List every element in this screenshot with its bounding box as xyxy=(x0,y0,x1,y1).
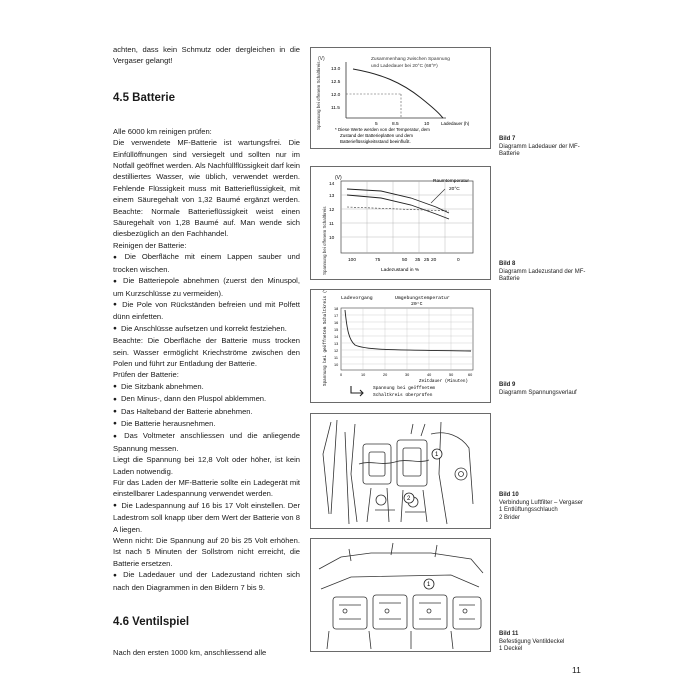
x-tick: 10 xyxy=(424,122,430,127)
process-label: Ladevorgang xyxy=(341,296,373,301)
figure-10-svg xyxy=(311,414,490,528)
paragraph-interval: Alle 6000 km reinigen prüfen: xyxy=(113,126,212,136)
y-tick: 15 xyxy=(334,328,339,332)
y-tick: 14 xyxy=(329,182,335,187)
list-item: ● Die Ladespannung auf 16 bis 17 Volt einstellen. Der Ladestrom soll knapp über dem Wert der Batterie von 8 A liegen. xyxy=(113,500,300,535)
y-tick: 11.5 xyxy=(331,106,340,111)
figure-9-chart xyxy=(310,289,491,403)
x-tick: 20 xyxy=(383,373,388,377)
figure-7-chart xyxy=(310,47,491,149)
y-tick: 12 xyxy=(329,208,335,213)
x-tick: 5 xyxy=(375,122,378,127)
check-note-1: Spannung bei geöffnetem xyxy=(373,386,436,391)
arrow-icon xyxy=(351,386,363,396)
paragraph-voltage: Liegt die Spannung bei 12,8 Volt oder höher, ist kein Laden notwendig. xyxy=(113,455,300,476)
legend-item: 1 Deckel xyxy=(499,646,523,653)
list-item: ● Die Anschlüsse aufsetzen und korrekt festziehen. xyxy=(113,323,300,335)
x-tick: 25 xyxy=(424,258,430,263)
y-tick: 12.0 xyxy=(331,93,341,98)
grid-lines xyxy=(341,308,473,370)
x-axis-label: Ladedauer (h) xyxy=(441,121,470,126)
list-item: ● Das Halteband der Batterie abnehmen. xyxy=(113,406,300,418)
chart-note-2: Zustand der Batterieplatten und dem xyxy=(340,133,414,138)
y-axis-label: Spannung bei offenem Schaltkreis xyxy=(316,61,321,130)
pointer-line xyxy=(431,189,445,203)
x-tick: 60 xyxy=(468,373,473,377)
x-tick: 10 xyxy=(361,373,366,377)
list-item: ● Den Minus-, dann den Pluspol abklemmen. xyxy=(113,393,300,405)
caption-text: Diagramm Spannungsverlauf xyxy=(499,389,577,396)
caption-title: Bild 8 xyxy=(499,261,516,267)
ambient-temp-label: Umgebungstemperatur xyxy=(395,296,450,301)
chart-note-1: * Diese Werte werden von der Temperatur, dem xyxy=(335,127,430,132)
y-tick: 13 xyxy=(334,342,339,346)
x-tick: 0 xyxy=(457,258,460,263)
y-unit: (V) xyxy=(318,56,325,62)
paragraph-if-not: Wenn nicht: Die Spannung auf 20 bis 25 Volt erhöhen. Ist nach 5 Minuten der Sollstrom nicht erreicht, die Batterie ersetzen. xyxy=(113,536,300,568)
room-temp-label: Raumtemperatur xyxy=(433,179,469,184)
valve-cover-illustration xyxy=(319,543,483,649)
x-tick: 35 xyxy=(415,258,421,263)
ambient-temp-value: 20°C xyxy=(411,302,423,307)
callout-1: 1 xyxy=(435,452,439,458)
caption-title: Bild 9 xyxy=(499,382,516,388)
caption-text: Diagramm Ladezustand der MF-Batterie xyxy=(499,268,586,283)
paragraph-valve-interval: Nach den ersten 1000 km, anschliessend alle xyxy=(113,648,267,658)
engine-illustration xyxy=(323,420,473,524)
y-axis-label: Spannung bei geöffnetem Schaltkreis (V) xyxy=(323,290,328,386)
y-tick: 17 xyxy=(334,314,339,318)
list-item: ● Die Batterie herausnehmen. xyxy=(113,418,300,430)
y-ticks xyxy=(334,307,338,367)
x-ticks xyxy=(340,373,472,377)
state-band-upper xyxy=(347,189,449,213)
x-tick: 8.5 xyxy=(392,122,399,127)
paragraph-intro: achten, dass kein Schmutz oder dergleichen in die Vergaser gelangt! xyxy=(113,45,300,66)
chart-header-1: Zusammenhang zwischen Spannung xyxy=(371,57,450,62)
page-number: 11 xyxy=(572,665,581,675)
y-unit: (V) xyxy=(335,175,342,181)
room-temp-value: 20°C xyxy=(449,187,460,192)
y-tick: 13 xyxy=(329,194,335,199)
x-axis-label: Ladezustand in % xyxy=(381,268,420,273)
paragraph-mf-battery: Die verwendete MF-Batterie ist wartungsfrei. Die Einfüllöffnungen sind versiegelt und sollten nur im Notfall geöffnet werden. Als Nachfüllflüssigkeit darf kein destilliertes Wasser, wie üblich, verwendet werden. Fehlende Flüssigkeit muss mit Batterieflüssigkeit, mit einem Säuregehalt von 1,32 Baumé ergänzt werden. Beachte: Normale Batterieflüssigkeit weist einen Säuregehalt von 1,28 Baumé auf. Man wende sich diesbezüglich an den Fachhandel. xyxy=(113,138,300,239)
y-tick: 10 xyxy=(334,363,339,367)
section-title-battery: 4.5 Batterie xyxy=(113,91,176,104)
list-item: ● Die Pole von Rückständen befreien und mit Polfett dünn einfetten. xyxy=(113,299,300,323)
paragraph-cleaning-heading: Reinigen der Batterie: xyxy=(113,240,187,250)
figure-8-svg xyxy=(311,167,490,279)
y-tick: 12.5 xyxy=(331,80,341,85)
caption-text: Diagramm Ladedauer der MF-Batterie xyxy=(499,143,580,158)
legend-item: 2 Brider xyxy=(499,514,521,521)
list-item: ● Das Voltmeter anschliessen und die anliegende Spannung messen. xyxy=(113,430,300,454)
y-tick: 11 xyxy=(334,356,338,360)
y-tick: 12 xyxy=(334,349,339,353)
caption-text: Verbindung Luftfilter – Vergaser xyxy=(499,499,584,506)
charge-curve xyxy=(353,69,443,118)
x-axis-label: Zeitdauer (Minuten) xyxy=(419,379,468,384)
y-axis-label: Spannung bei offenem Schaltkreis xyxy=(322,206,327,275)
x-tick: 30 xyxy=(405,373,410,377)
x-tick: 20 xyxy=(431,258,437,263)
x-tick: 50 xyxy=(449,373,454,377)
x-tick: 40 xyxy=(427,373,432,377)
x-tick: 75 xyxy=(375,258,381,263)
figure-10-drawing xyxy=(310,413,491,529)
text-column xyxy=(113,44,300,658)
x-tick: 50 xyxy=(402,258,408,263)
y-tick: 11 xyxy=(329,222,334,227)
caption-bild-8 xyxy=(499,261,594,284)
check-note-2: Schaltkreis überprüfen xyxy=(373,393,433,398)
chart-header-2: und Ladedauer bei 20°C (68°F) xyxy=(371,64,438,69)
figure-8-chart xyxy=(310,166,491,280)
y-tick: 18 xyxy=(334,307,339,311)
y-tick: 13.0 xyxy=(331,67,341,72)
legend-item: 1 Entlüftungsschlauch xyxy=(499,507,558,514)
voltage-curve xyxy=(345,310,471,351)
caption-title: Bild 7 xyxy=(499,136,516,142)
callout-1: 1 xyxy=(427,582,431,588)
paragraph-note: Beachte: Die Oberfläche der Batterie muss trocken sein. Wasser ermöglicht Kriechströme zwischen den Polen und führt zur Entladung der Batterie. xyxy=(113,336,300,368)
y-tick: 16 xyxy=(334,321,339,325)
caption-bild-7 xyxy=(499,136,594,159)
figure-11-drawing xyxy=(310,538,491,652)
caption-bild-11 xyxy=(499,631,594,654)
caption-title: Bild 11 xyxy=(499,631,519,637)
x-tick: 0 xyxy=(340,373,343,377)
caption-title: Bild 10 xyxy=(499,492,519,498)
state-band-lower xyxy=(347,195,449,219)
list-item: ● Die Sitzbank abnehmen. xyxy=(113,381,300,393)
y-tick: 14 xyxy=(334,335,339,339)
caption-text: Befestigung Ventildeckel xyxy=(499,638,565,645)
y-tick: 10 xyxy=(329,236,335,241)
callout-2: 2 xyxy=(407,496,411,502)
paragraph-charger: Für das Laden der MF-Batterie sollte ein Ladegerät mit einstellbarer Ladespannung verwendet werden. xyxy=(113,478,300,499)
list-item: ● Die Ladedauer und der Ladezustand richten sich nach den Diagrammen in den Bildern 7 bis 9. xyxy=(113,569,300,593)
section-title-valve: 4.6 Ventilspiel xyxy=(113,616,190,629)
paragraph-check-heading: Prüfen der Batterie: xyxy=(113,370,179,380)
figure-7-svg xyxy=(311,48,490,148)
caption-bild-9 xyxy=(499,382,594,397)
figure-11-svg xyxy=(311,539,490,651)
figure-9-svg xyxy=(311,290,490,402)
list-item: ● Die Batteriepole abnehmen (zuerst den Minuspol, um Kurzschlüsse zu vermeiden). xyxy=(113,275,300,299)
caption-bild-10 xyxy=(499,492,594,522)
x-tick: 100 xyxy=(348,258,357,263)
list-item: ● Die Oberfläche mit einem Lappen sauber und trocken wischen. xyxy=(113,251,300,275)
chart-note-3: Batterieflüssigkeitsstand beeinflußt. xyxy=(340,139,411,144)
